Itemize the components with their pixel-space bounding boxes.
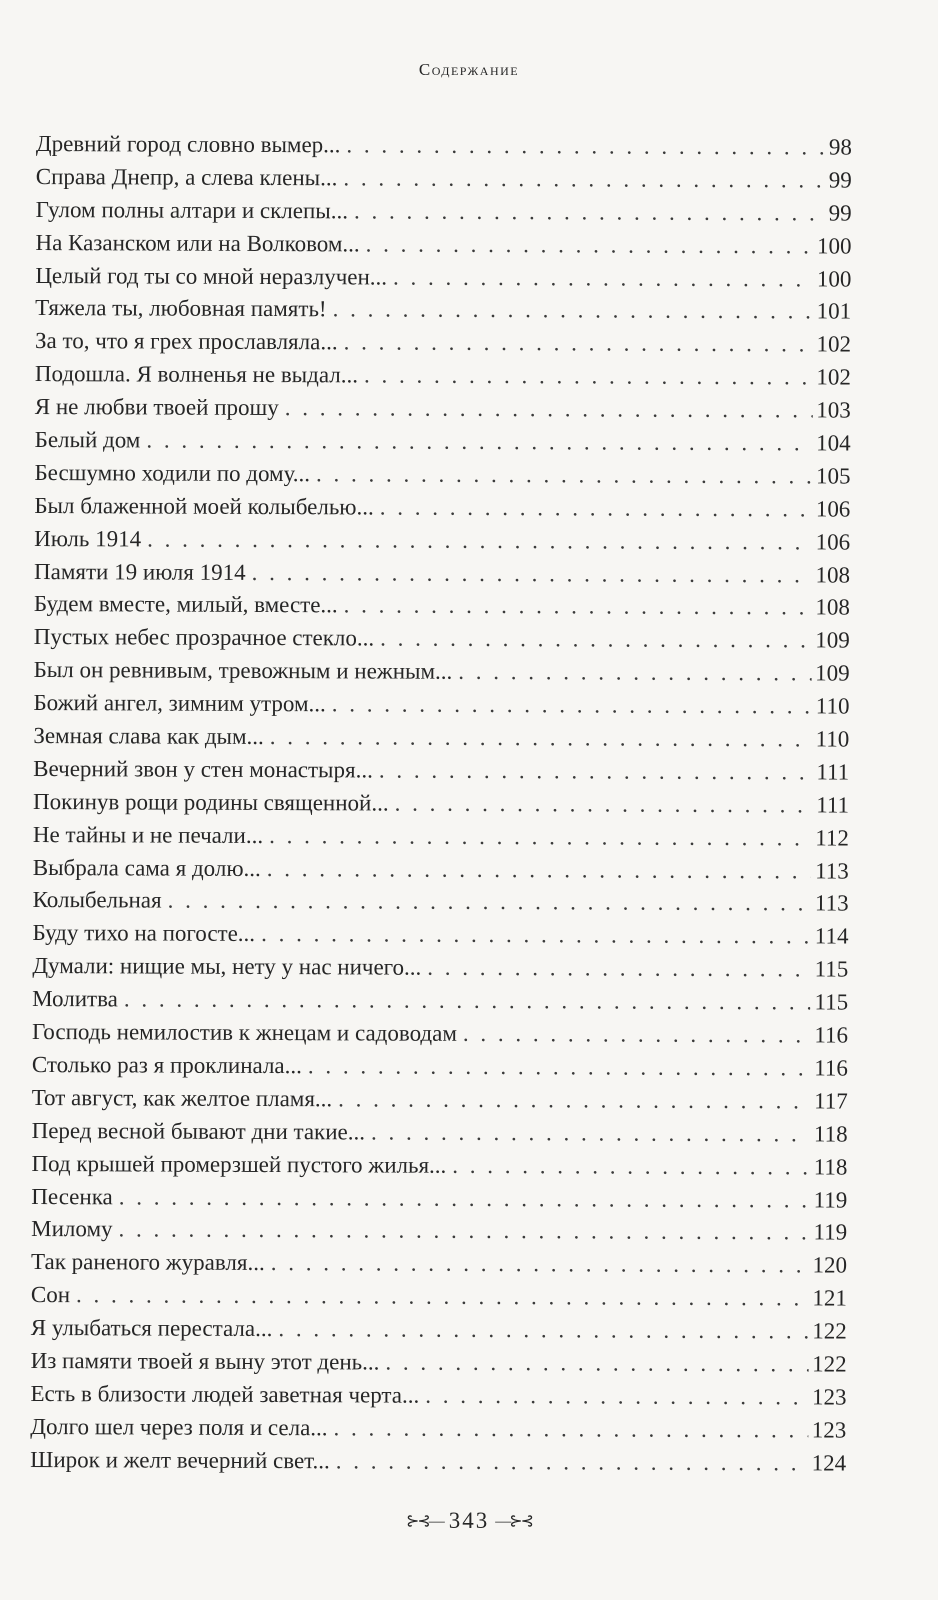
running-header: Содержание — [418, 60, 520, 79]
toc-entry-title: Я не любви твоей прошу — [34, 394, 279, 421]
toc-entry-page: 105 — [815, 463, 851, 489]
dot-leader — [458, 656, 811, 690]
toc-entry-title: Гулом полны алтари и склепы... — [35, 196, 349, 224]
dot-leader — [427, 952, 811, 987]
toc-entry-title: Целый год ты со мной неразлучен... — [35, 262, 388, 290]
dot-leader — [336, 1445, 808, 1480]
toc-entry-title: Широк и желт вечерний свет... — [30, 1446, 330, 1473]
toc-entry-title: Думали: нищие мы, нету у нас ничего... — [32, 953, 422, 980]
dot-leader — [379, 754, 813, 789]
toc-entry — [35, 358, 851, 394]
dot-leader — [124, 984, 811, 1020]
toc-entry-page: 108 — [815, 594, 850, 621]
toc-entry-title: Бесшумно ходили по дому... — [34, 459, 311, 487]
dot-leader — [146, 425, 812, 461]
toc-entry — [31, 1246, 847, 1282]
toc-entry-page: 106 — [815, 529, 851, 555]
toc-entry — [35, 260, 851, 296]
toc-entry-page: 111 — [816, 759, 850, 785]
dot-leader — [346, 129, 825, 164]
toc-entry — [31, 1213, 847, 1249]
dot-leader — [333, 1412, 807, 1447]
toc-entry-title: Покинув рощи родины священной... — [33, 788, 389, 816]
toc-entry — [31, 1312, 847, 1348]
toc-entry-title: Справа Днепр, а слева клены... — [35, 163, 338, 191]
toc-entry-title: Перед весной бывают дни такие... — [31, 1117, 366, 1145]
toc-entry — [36, 128, 852, 164]
toc-entry — [32, 950, 848, 986]
toc-entry-page: 100 — [816, 233, 852, 259]
toc-entry — [34, 621, 850, 657]
toc-entry-page: 112 — [815, 825, 849, 851]
toc-entry-page: 122 — [812, 1351, 847, 1377]
toc-entry-page: 116 — [814, 1022, 849, 1048]
toc-entry — [35, 325, 851, 361]
dot-leader — [271, 1247, 809, 1282]
toc-entry — [31, 1345, 847, 1381]
dot-leader — [338, 1083, 810, 1118]
toc-entry-title: Буду тихо на погосте... — [32, 920, 256, 947]
toc-entry-page: 98 — [828, 134, 852, 160]
toc-entry-page: 108 — [815, 561, 851, 588]
toc-entry — [36, 161, 852, 197]
toc-entry-page: 114 — [814, 923, 849, 949]
toc-entry-page: 109 — [815, 627, 850, 653]
right-ornament-icon: —⊱⊰ — [495, 1513, 533, 1530]
toc-entry — [30, 1411, 846, 1447]
dot-leader — [252, 557, 812, 592]
toc-entry-title: Молитва — [32, 986, 118, 1012]
toc-entry — [34, 654, 850, 690]
toc-entry-title: Пустых небес прозрачное стекло... — [33, 624, 375, 651]
toc-entry-page: 99 — [828, 200, 852, 226]
toc-entry-title: Вечерний звон у стен монастыря... — [33, 755, 373, 783]
toc-entry-title: Колыбельная — [32, 887, 162, 914]
toc-entry-title: Июль 1914 — [34, 525, 142, 552]
toc-entry — [35, 227, 851, 263]
toc-entry-page: 122 — [812, 1318, 847, 1344]
toc-entry-title: Божий ангел, зимним утром... — [33, 690, 326, 717]
toc-entry — [32, 1115, 848, 1151]
toc-entry-page: 119 — [813, 1186, 848, 1213]
toc-entry-title: Так раненого журавля... — [30, 1249, 265, 1276]
toc-entry — [32, 983, 848, 1019]
toc-entry-page: 101 — [816, 298, 852, 325]
dot-leader — [332, 688, 812, 723]
page-number: 343 — [448, 1508, 490, 1533]
toc-entry-page: 123 — [811, 1417, 847, 1443]
dot-leader — [371, 1116, 810, 1151]
toc-entry-page: 104 — [816, 430, 851, 456]
toc-entry-title: Был он ревнивым, тревожным и нежным... — [33, 657, 453, 685]
toc-entry-title: Песенка — [31, 1183, 113, 1209]
toc-entry — [33, 884, 849, 920]
dot-leader — [380, 491, 812, 526]
dot-leader — [463, 1018, 811, 1052]
toc-entry-title: Сон — [30, 1282, 71, 1308]
toc-entry — [35, 292, 851, 328]
toc-entry-page: 116 — [814, 1055, 848, 1081]
toc-entry — [33, 687, 849, 723]
toc-entry — [30, 1444, 846, 1480]
dot-leader — [344, 327, 813, 362]
toc-entry-title: Тот август, как желтое пламя... — [31, 1084, 333, 1112]
table-of-contents — [30, 128, 852, 1480]
toc-entry — [30, 1378, 846, 1414]
toc-entry — [31, 1279, 847, 1315]
page-folio — [0, 1508, 938, 1534]
dot-leader — [119, 1181, 810, 1217]
dot-leader — [316, 458, 812, 493]
toc-entry — [34, 457, 850, 493]
dot-leader — [118, 1214, 809, 1250]
dot-leader — [380, 623, 811, 658]
toc-entry — [34, 588, 850, 624]
toc-entry-page: 110 — [815, 726, 850, 752]
toc-entry-page: 120 — [812, 1252, 848, 1278]
toc-entry-page: 121 — [812, 1285, 847, 1311]
dot-leader — [333, 294, 813, 329]
dot-leader — [452, 1149, 810, 1183]
left-ornament-icon: ⊱⊰— — [405, 1513, 443, 1530]
toc-entry-title: На Казанском или на Волковом... — [35, 229, 360, 257]
toc-entry-title: За то, что я грех прославляла... — [35, 328, 338, 355]
dot-leader — [344, 590, 812, 625]
toc-entry-title: Тяжела ты, любовная память! — [35, 295, 327, 322]
toc-entry-title: Был блаженной моей колыбелью... — [34, 492, 374, 520]
dot-leader — [425, 1380, 808, 1415]
dot-leader — [395, 787, 813, 822]
dot-leader — [343, 162, 824, 197]
toc-entry-page: 118 — [813, 1121, 848, 1147]
toc-entry-page: 117 — [814, 1088, 848, 1114]
toc-entry-title: Есть в близости людей заветная черта... — [30, 1380, 420, 1408]
dot-leader — [308, 1050, 810, 1085]
dot-leader — [261, 918, 811, 953]
toc-entry — [35, 391, 851, 427]
dot-leader — [147, 523, 812, 559]
toc-entry — [31, 1180, 847, 1216]
toc-entry-title: Древний город словно вымер... — [35, 130, 341, 158]
toc-entry — [32, 1049, 848, 1085]
toc-entry — [35, 424, 851, 460]
toc-entry-page: 102 — [816, 331, 852, 357]
toc-entry-title: Памяти 19 июля 1914 — [34, 558, 246, 585]
toc-entry — [33, 753, 849, 789]
toc-entry-page: 124 — [811, 1450, 847, 1476]
dot-leader — [285, 392, 813, 427]
toc-entry — [32, 917, 848, 953]
toc-entry-page: 118 — [813, 1154, 848, 1180]
toc-entry-title: Выбрала сама я долю... — [32, 854, 261, 881]
toc-entry — [34, 556, 850, 592]
dot-leader — [393, 261, 813, 296]
toc-entry-title: Господь немилостив к жнецам и садоводам — [32, 1019, 457, 1046]
toc-entry-title: Под крышей промерзшей пустого жилья... — [31, 1150, 447, 1178]
dot-leader — [76, 1279, 808, 1315]
toc-entry-title: Не тайны и не печали... — [32, 821, 264, 848]
dot-leader — [366, 228, 813, 263]
toc-entry-page: 123 — [811, 1384, 847, 1410]
toc-entry-page: 113 — [815, 858, 849, 884]
toc-entry-title: Белый дом — [34, 427, 141, 453]
dot-leader — [168, 885, 811, 921]
dot-leader — [269, 820, 811, 855]
dot-leader — [385, 1346, 808, 1381]
toc-entry-title: Будем вместе, милый, вместе... — [33, 591, 338, 618]
toc-entry-title: Милому — [31, 1216, 113, 1242]
toc-entry-title: Земная слава как дым... — [33, 723, 264, 750]
toc-entry-page: 115 — [814, 956, 849, 982]
toc-entry — [32, 1016, 848, 1052]
toc-entry — [33, 720, 849, 756]
toc-entry — [36, 194, 852, 230]
dot-leader — [278, 1313, 808, 1348]
dot-leader — [364, 360, 813, 395]
toc-entry — [31, 1148, 847, 1184]
toc-entry-page: 102 — [816, 364, 851, 390]
toc-entry-page: 109 — [815, 660, 850, 686]
dot-leader — [267, 853, 811, 888]
toc-entry-page: 110 — [815, 693, 850, 719]
toc-entry-page: 99 — [828, 167, 852, 193]
dot-leader — [354, 195, 825, 230]
toc-entry — [34, 490, 850, 526]
toc-entry — [34, 523, 850, 559]
toc-entry-title: Подошла. Я волненья не выдал... — [34, 361, 359, 388]
toc-entry — [32, 1082, 848, 1118]
dot-leader — [270, 721, 812, 756]
toc-entry-page: 113 — [814, 890, 849, 917]
toc-entry-page: 119 — [813, 1219, 848, 1245]
toc-entry — [33, 819, 849, 855]
toc-entry-title: Из памяти твоей я выну этот день... — [30, 1347, 380, 1375]
toc-entry — [33, 786, 849, 822]
toc-entry-page: 115 — [814, 989, 849, 1015]
toc-entry-title: Долго шел через поля и села... — [30, 1413, 328, 1441]
toc-entry-page: 111 — [816, 792, 850, 818]
toc-entry-title: Столько раз я проклинала... — [31, 1051, 302, 1079]
toc-entry-page: 103 — [816, 397, 851, 423]
toc-entry-page: 100 — [816, 265, 852, 292]
toc-entry-title: Я улыбаться перестала... — [30, 1315, 273, 1342]
toc-entry-page: 106 — [815, 496, 851, 522]
toc-entry — [33, 852, 849, 888]
